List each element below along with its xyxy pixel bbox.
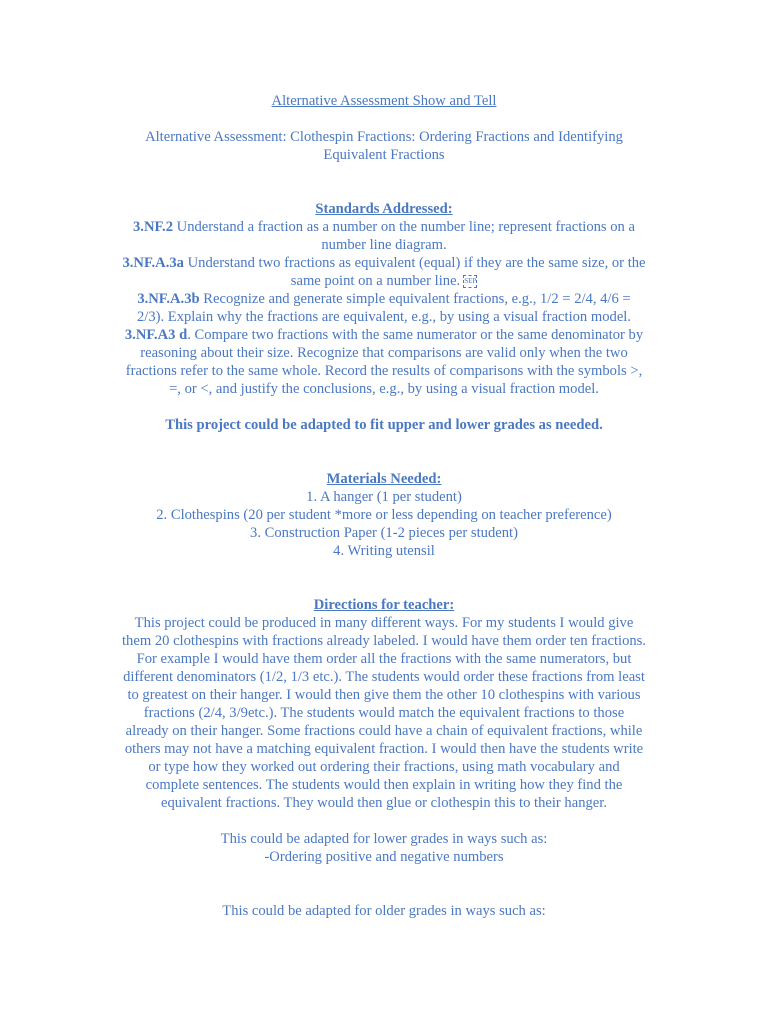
standard-3nfa3d-line-2: reasoning about their size. Recognize that comparisons are valid only when the two	[140, 345, 628, 361]
standard-3nfa3b-line-1	[100, 290, 668, 308]
standard-3nf2-line-2: number line diagram.	[321, 237, 447, 253]
adapt-note: This project could be adapted to fit upper and lower grades as needed.	[165, 417, 603, 433]
directions-line: already on their hanger. Some fractions could have a chain of equivalent fractions, while	[125, 723, 643, 739]
directions-line: For example I would have them order all the fractions with the same numerators, but	[136, 651, 632, 667]
standard-3nfa3d-line-3: fractions refer to the same whole. Record the results of comparisons with the symbols >,	[125, 363, 643, 379]
subtitle-line-1: Alternative Assessment: Clothespin Fractions: Ordering Fractions and Identifying	[145, 129, 623, 145]
standard-text: Recognize and generate simple equivalent fractions, e.g., 1/2 = 2/4, 4/6 =	[199, 291, 631, 307]
materials-item: 4. Writing utensil	[333, 543, 435, 559]
standard-code: 3.NF.A.3a	[122, 255, 184, 271]
standard-3nfa3d-line-1	[100, 326, 668, 344]
standard-text: Understand two fractions as equivalent (equal) if they are the same size, or the	[183, 255, 646, 271]
standard-text: . Compare two fractions with the same numerator or the same denominator by	[187, 327, 644, 343]
spacer	[100, 434, 668, 470]
standard-3nfa3a-line-2	[100, 272, 668, 290]
document-title: Alternative Assessment Show and Tell	[271, 93, 497, 109]
spacer	[100, 164, 668, 200]
standard-3nfa3a-line-1	[100, 254, 668, 272]
directions-line: complete sentences. The students would then explain in writing how they find the	[145, 777, 623, 793]
standard-code: 3.NF.2	[133, 219, 174, 235]
spacer	[100, 866, 668, 902]
standard-3nfa3d-line-4: =, or <, and justify the conclusions, e.g., by using a visual fraction model.	[169, 381, 599, 397]
subtitle-line-2: Equivalent Fractions	[323, 147, 445, 163]
materials-item: 1. A hanger (1 per student)	[306, 489, 462, 505]
separator-marker-icon: SEP	[463, 275, 477, 288]
directions-line: different denominators (1/2, 1/3 etc.). The students would order these fractions from least	[123, 669, 645, 685]
materials-item: 2. Clothespins (20 per student *more or less depending on teacher preference)	[156, 507, 612, 523]
older-grades-intro: This could be adapted for older grades in ways such as:	[222, 903, 546, 919]
standards-heading: Standards Addressed:	[315, 201, 453, 217]
directions-line: to greatest on their hanger. I would then give them the other 10 clothespins with various	[127, 687, 641, 703]
directions-line: or type how they worked out ordering their fractions, using math vocabulary and	[148, 759, 620, 775]
directions-line: others may not have a matching equivalent fraction. I would then have the students write	[124, 741, 644, 757]
directions-heading: Directions for teacher:	[313, 597, 455, 613]
directions-line: This project could be produced in many different ways. For my students I would give	[134, 615, 634, 631]
spacer	[100, 560, 668, 596]
document-page	[100, 92, 668, 920]
spacer	[100, 398, 668, 416]
standard-text: same point on a number line.	[290, 273, 461, 289]
standard-code: 3.NF.A3 d	[124, 327, 188, 343]
lower-grades-intro: This could be adapted for lower grades in ways such as:	[220, 831, 548, 847]
standard-code: 3.NF.A.3b	[137, 291, 200, 307]
standard-text: Understand a fraction as a number on the number line; represent fractions on a	[173, 219, 635, 235]
lower-grades-item: -Ordering positive and negative numbers	[264, 849, 504, 865]
directions-line: equivalent fractions. They would then glue or clothespin this to their hanger.	[161, 795, 607, 811]
spacer	[100, 110, 668, 128]
standard-3nfa3b-line-2: 2/3). Explain why the fractions are equivalent, e.g., by using a visual fraction model.	[136, 309, 632, 325]
spacer	[100, 812, 668, 830]
directions-line: them 20 clothespins with fractions already labeled. I would have them order ten fractions.	[122, 633, 646, 649]
standard-3nf2-line-1	[100, 218, 668, 236]
directions-line: fractions (2/4, 3/9etc.). The students would match the equivalent fractions to those	[143, 705, 625, 721]
materials-item: 3. Construction Paper (1-2 pieces per student)	[250, 525, 518, 541]
materials-heading: Materials Needed:	[326, 471, 442, 487]
